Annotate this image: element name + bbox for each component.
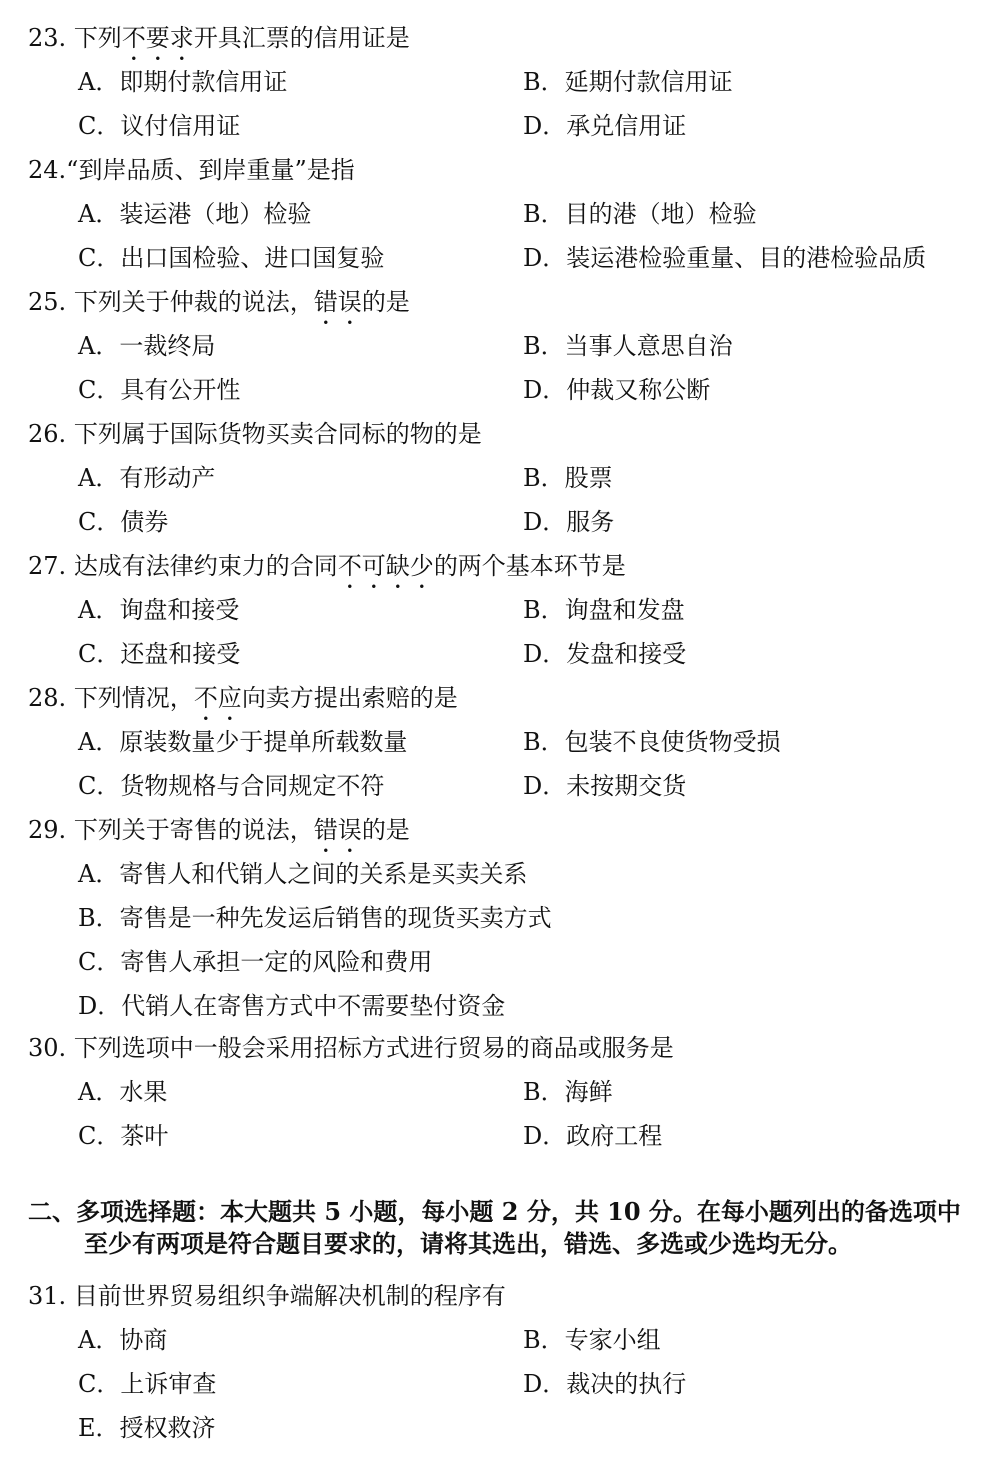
option-24-c: C．出口国检验、进口国复验 (78, 244, 385, 272)
question-26 (28, 418, 482, 450)
option-26-c: C．债券 (78, 508, 169, 536)
question-stem: 下列选项中一般会采用招标方式进行贸易的商品或服务是 (73, 1034, 674, 1062)
question-stem-pre: 下列情况， (73, 684, 194, 712)
question-number: 31. (28, 1282, 67, 1310)
question-stem-pre: 下列关于寄售的说法， (73, 816, 314, 844)
question-stem-emphasis: 不要求 (121, 24, 194, 52)
option-27-c: C．还盘和接受 (78, 640, 241, 668)
option-30-b: B．海鲜 (523, 1078, 613, 1106)
option-28-a: A．原装数量少于提单所载数量 (78, 728, 408, 756)
option-30-a: A．水果 (78, 1078, 168, 1106)
question-stem-pre: 达成有法律约束力的合同 (73, 552, 338, 580)
question-23 (28, 22, 410, 66)
option-26-a: A．有形动产 (78, 464, 216, 492)
question-stem: 目前世界贸易组织争端解决机制的程序有 (73, 1282, 506, 1310)
option-28-c: C．货物规格与合同规定不符 (78, 772, 385, 800)
option-26-b: B．股票 (523, 464, 613, 492)
option-24-d: D．装运港检验重量、目的港检验品质 (523, 244, 927, 272)
question-number: 26. (28, 420, 67, 448)
question-number: 29. (28, 816, 67, 844)
question-stem-post: 的两个基本环节是 (433, 552, 626, 580)
question-number: 25. (28, 288, 67, 316)
option-27-b: B．询盘和发盘 (523, 596, 685, 624)
option-31-e: E．授权救济 (78, 1414, 216, 1442)
question-stem-post: 开具汇票的信用证是 (193, 24, 410, 52)
option-25-c: C．具有公开性 (78, 376, 241, 404)
option-23-c: C．议付信用证 (78, 112, 241, 140)
question-stem-post: 向卖方提出索赔的是 (241, 684, 458, 712)
option-25-a: A．一裁终局 (78, 332, 216, 360)
option-29-b: B．寄售是一种先发运后销售的现货买卖方式 (78, 904, 552, 932)
option-31-a: A．协商 (78, 1326, 168, 1354)
option-30-d: D．政府工程 (523, 1122, 663, 1150)
option-29-a: A．寄售人和代销人之间的关系是买卖关系 (78, 860, 528, 888)
question-24 (28, 154, 355, 186)
question-stem-pre: 下列关于仲裁的说法， (73, 288, 314, 316)
question-30 (28, 1032, 674, 1064)
question-stem-emphasis: 不可缺少 (337, 552, 434, 580)
option-23-b: B．延期付款信用证 (523, 68, 733, 96)
option-30-c: C．茶叶 (78, 1122, 169, 1150)
question-28 (28, 682, 458, 726)
question-stem-post: 的是 (361, 816, 410, 844)
option-25-b: B．当事人意思自治 (523, 332, 733, 360)
option-28-d: D．未按期交货 (523, 772, 687, 800)
option-27-d: D．发盘和接受 (523, 640, 687, 668)
option-31-c: C．上诉审查 (78, 1370, 217, 1398)
question-number: 27. (28, 552, 67, 580)
question-stem: 下列属于国际货物买卖合同标的物的是 (73, 420, 482, 448)
question-number: 28. (28, 684, 67, 712)
question-stem-emphasis: 错误 (313, 288, 362, 316)
question-stem-emphasis: 错误 (313, 816, 362, 844)
section-heading-multiple-choice (28, 1196, 978, 1260)
question-31 (28, 1280, 506, 1312)
section-heading-line2: 至少有两项是符合题目要求的，请将其选出，错选、多选或少选均无分。 (84, 1229, 852, 1258)
question-stem: “到岸品质、到岸重量”是指 (66, 156, 355, 184)
question-stem-pre: 下列 (73, 24, 122, 52)
option-23-d: D．承兑信用证 (523, 112, 687, 140)
question-stem-emphasis: 不应 (193, 684, 242, 712)
option-27-a: A．询盘和接受 (78, 596, 240, 624)
option-25-d: D．仲裁又称公断 (523, 376, 711, 404)
option-24-a: A．装运港（地）检验 (78, 200, 312, 228)
section-heading-line1: 二、多项选择题：本大题共 5 小题，每小题 2 分，共 10 分。在每小题列出的备选项中 (28, 1197, 961, 1226)
question-number: 23. (28, 24, 67, 52)
question-number: 30. (28, 1034, 67, 1062)
option-31-b: B．专家小组 (523, 1326, 661, 1354)
option-23-a: A．即期付款信用证 (78, 68, 288, 96)
question-27 (28, 550, 626, 594)
option-29-d: D．代销人在寄售方式中不需要垫付资金 (78, 992, 506, 1020)
option-28-b: B．包装不良使货物受损 (523, 728, 781, 756)
question-25 (28, 286, 410, 330)
question-stem-post: 的是 (361, 288, 410, 316)
option-31-d: D．裁决的执行 (523, 1370, 687, 1398)
question-number: 24. (28, 156, 67, 184)
option-24-b: B．目的港（地）检验 (523, 200, 757, 228)
option-26-d: D．服务 (523, 508, 615, 536)
option-29-c: C．寄售人承担一定的风险和费用 (78, 948, 433, 976)
question-29 (28, 814, 410, 858)
